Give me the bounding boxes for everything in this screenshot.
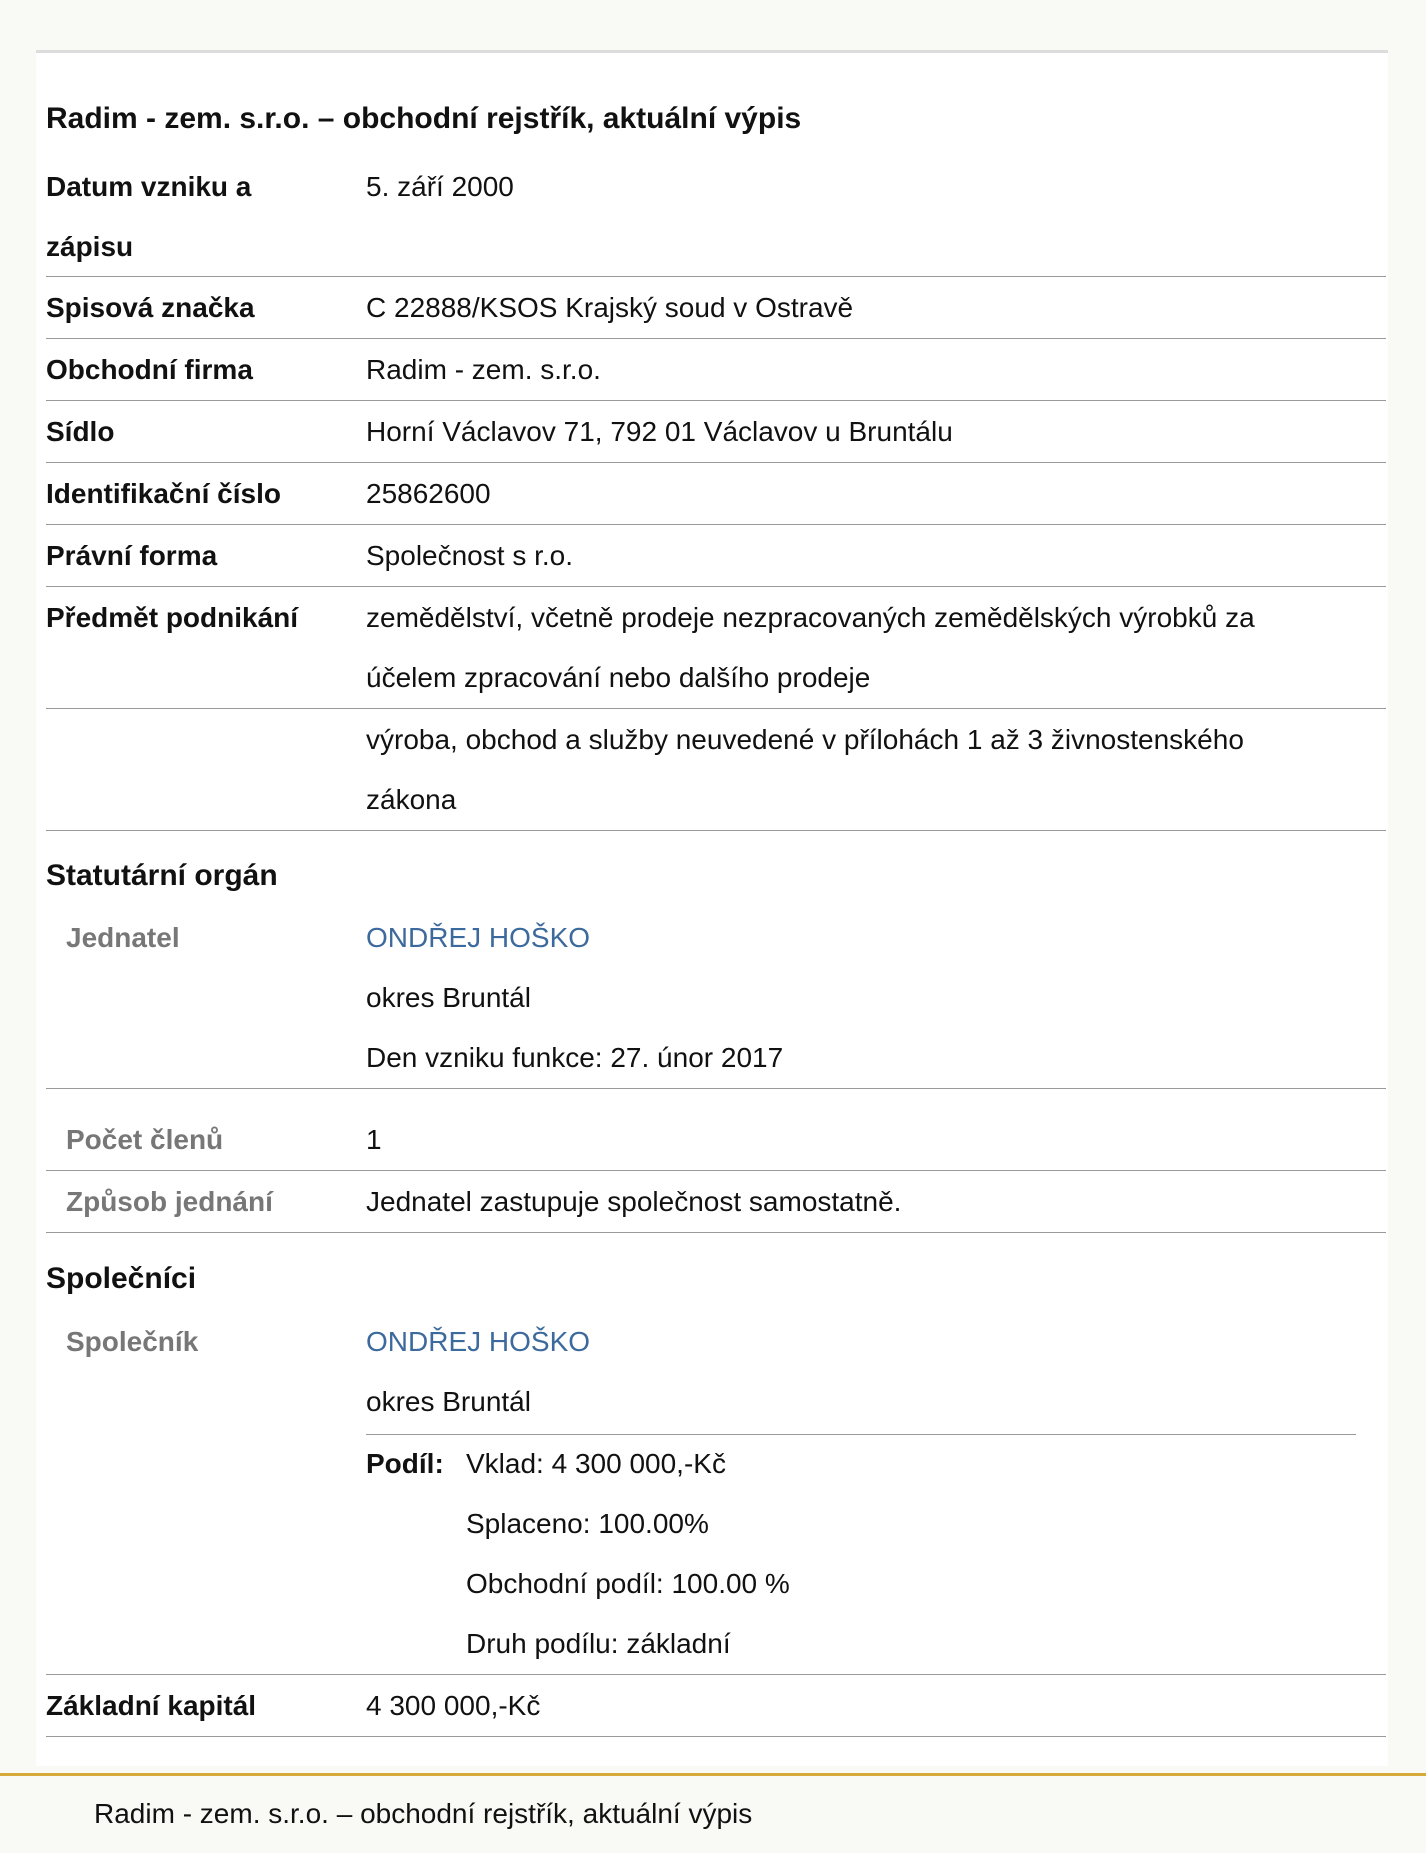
label-pravni-forma: Právní forma: [46, 540, 218, 571]
label-zpusob-jednani: Způsob jednání: [66, 1186, 273, 1217]
row-zpusob-jednani: [46, 1172, 1386, 1233]
label-datum-line1: Datum vzniku a: [46, 171, 252, 202]
label-firma: Obchodní firma: [46, 354, 253, 385]
value-predmet-2-line2: zákona: [366, 784, 457, 815]
podil-vklad: Vklad: 4 300 000,-Kč: [466, 1448, 726, 1479]
row-datum-vzniku: [46, 157, 1386, 277]
row-jednatel: [46, 908, 1386, 1089]
page-footer: [0, 1773, 1426, 1853]
jednatel-name-link[interactable]: ONDŘEJ HOŠKO: [366, 922, 591, 953]
value-zakladni-kapital: 4 300 000,-Kč: [366, 1690, 541, 1721]
value-datum: 5. září 2000: [366, 171, 514, 202]
value-pocet-clenu: 1: [366, 1124, 382, 1155]
value-predmet-1-line2: účelem zpracování nebo dalšího prodeje: [366, 662, 871, 693]
row-zakladni-kapital: [46, 1676, 1386, 1737]
jednatel-okres: okres Bruntál: [366, 982, 531, 1013]
label-datum-line2: zápisu: [46, 231, 134, 262]
podil-druh: Druh podílu: základní: [466, 1628, 731, 1659]
footer-text: Radim - zem. s.r.o. – obchodní rejstřík, aktuální výpis: [94, 1798, 753, 1829]
row-spolecnik: [46, 1312, 1386, 1675]
label-spolecnik: Společník: [66, 1326, 199, 1357]
value-zpusob-jednani: Jednatel zastupuje společnost samostatně.: [366, 1186, 902, 1217]
podil-splaceno: Splaceno: 100.00%: [466, 1508, 709, 1539]
row-spisova-znacka: [46, 278, 1386, 339]
register-card: [36, 50, 1388, 1766]
label-ic: Identifikační číslo: [46, 478, 281, 509]
row-obchodni-firma: [46, 340, 1386, 401]
label-sidlo: Sídlo: [46, 416, 115, 447]
value-predmet-2-line1: výroba, obchod a služby neuvedené v přílohách 1 až 3 živnostenského: [366, 724, 1244, 755]
value-pravni-forma: Společnost s r.o.: [366, 540, 574, 571]
label-predmet: Předmět podnikání: [46, 602, 299, 633]
jednatel-funkce: Den vzniku funkce: 27. únor 2017: [366, 1042, 784, 1073]
section-statutarni-organ: Statutární orgán: [46, 859, 278, 892]
row-pocet-clenu: [46, 1110, 1386, 1171]
label-zakladni-kapital: Základní kapitál: [46, 1690, 257, 1721]
spolecnik-name-link[interactable]: ONDŘEJ HOŠKO: [366, 1326, 591, 1357]
label-pocet-clenu: Počet členů: [66, 1124, 224, 1155]
value-spisova: C 22888/KSOS Krajský soud v Ostravě: [366, 292, 854, 323]
podil-label: Podíl:: [366, 1448, 444, 1479]
row-pravni-forma: [46, 526, 1386, 587]
value-sidlo: Horní Václavov 71, 792 01 Václavov u Bruntálu: [366, 416, 953, 447]
podil-obchodni-podil: Obchodní podíl: 100.00 %: [466, 1568, 790, 1599]
row-predmet-podnikani-1: [46, 588, 1386, 709]
page-title: Radim - zem. s.r.o. – obchodní rejstřík, aktuální výpis: [46, 102, 802, 135]
value-predmet-1-line1: zemědělství, včetně prodeje nezpracovaných zemědělských výrobků za: [366, 602, 1255, 633]
value-ic: 25862600: [366, 478, 491, 509]
label-spisova: Spisová značka: [46, 292, 255, 323]
spolecnik-okres: okres Bruntál: [366, 1386, 531, 1417]
label-jednatel: Jednatel: [66, 922, 180, 953]
value-firma: Radim - zem. s.r.o.: [366, 354, 601, 385]
row-predmet-podnikani-2: [46, 710, 1386, 831]
section-spolecnici: Společníci: [46, 1262, 197, 1295]
row-identifikacni-cislo: [46, 464, 1386, 525]
row-sidlo: [46, 402, 1386, 463]
